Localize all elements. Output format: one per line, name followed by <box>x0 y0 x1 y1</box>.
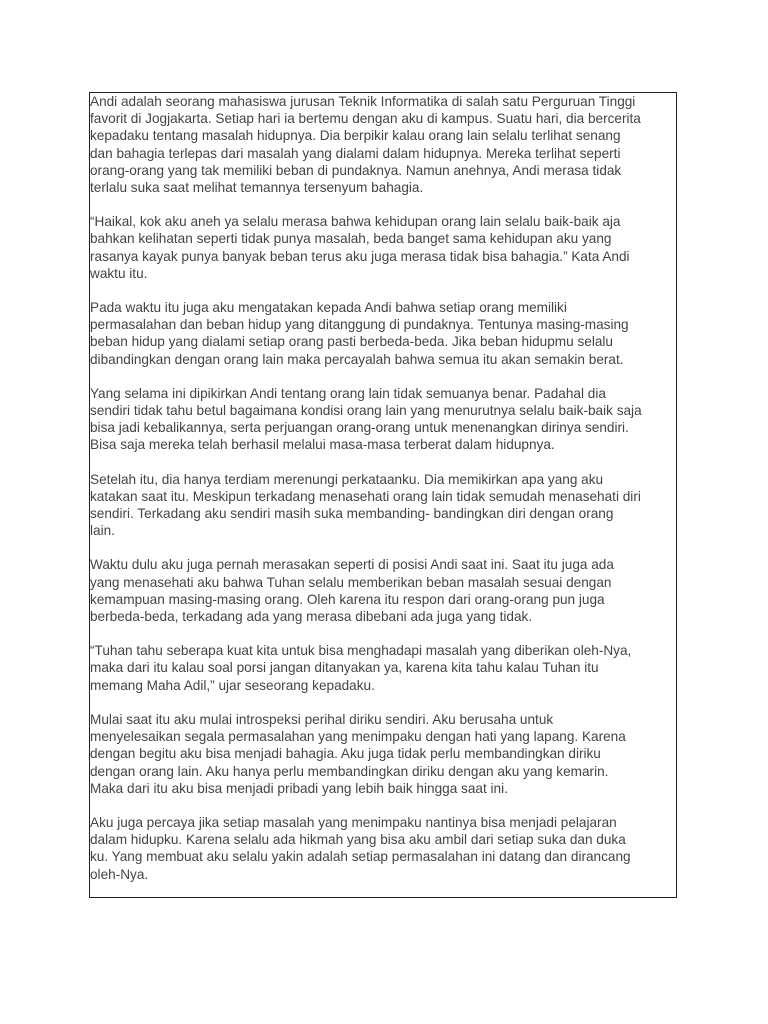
paragraph-2: “Haikal, kok aku aneh ya selalu merasa bahwa kehidupan orang lain selalu baik-baik aja bahkan kelihatan seperti tidak punya masalah, beda banget sama kehidupan aku yang rasanya kayak punya banyak beban terus aku juga merasa tidak bisa bahagia.” Kata Andi waktu itu. <box>90 214 630 281</box>
paragraph-4: Yang selama ini dipikirkan Andi tentang orang lain tidak semuanya benar. Padahal dia sendiri tidak tahu betul bagaimana kondisi orang lain yang menurutnya selalu baik-baik saja bisa jadi kebalikannya, serta perjuangan orang-orang untuk menenangkan dirinya sendiri. Bisa saja mereka telah berhasil melalui masa-masa terberat dalam hidupnya. <box>90 385 642 453</box>
text-frame <box>89 92 677 898</box>
paragraph-7: “Tuhan tahu seberapa kuat kita untuk bisa menghadapi masalah yang diberikan oleh-Nya, maka dari itu kalau soal porsi jangan ditanyakan ya, karena kita tahu kalau Tuhan itu memang Maha Adil,” ujar seseorang kepadaku. <box>90 643 632 693</box>
paragraph-5: Setelah itu, dia hanya terdiam merenungi perkataanku. Dia memikirkan apa yang aku katakan saat itu. Meskipun terkadang menasehati orang lain tidak semudah menasehati diri sendiri. Terkadang aku sendiri masih suka membanding- bandingkan diri dengan orang lain. <box>90 471 641 539</box>
paragraph-3: Pada waktu itu juga aku mengatakan kepada Andi bahwa setiap orang memiliki permasalahan dan beban hidup yang ditanggung di pundaknya. Tentunya masing-masing beban hidup yang dialami setiap orang pasti berbeda-beda. Jika beban hidupmu selalu dibandingkan dengan orang lain maka percayalah bahwa semua itu akan semakin berat. <box>90 300 629 367</box>
paragraph-8: Mulai saat itu aku mulai introspeksi perihal diriku sendiri. Aku berusaha untuk menyelesaikan segala permasalahan yang menimpaku dengan hati yang lapang. Karena dengan begitu aku bisa menjadi bahagia. Aku juga tidak perlu membandingkan diriku dengan orang lain. Aku hanya perlu membandingkan diriku dengan aku yang kemarin. Maka dari itu aku bisa menjadi pribadi yang lebih baik hingga saat ini. <box>90 711 626 796</box>
paragraph-9: Aku juga percaya jika setiap masalah yang menimpaku nantinya bisa menjadi pelajaran dalam hidupku. Karena selalu ada hikmah yang bisa aku ambil dari setiap suka dan duka ku. Yang membuat aku selalu yakin adalah setiap permasalahan ini datang dan dirancang oleh-Nya. <box>90 814 631 882</box>
paragraph-1: Andi adalah seorang mahasiswa jurusan Teknik Informatika di salah satu Perguruan Tinggi favorit di Jogjakarta. Setiap hari ia bertemu dengan aku di kampus. Suatu hari, dia bercerita kepadaku tentang masalah hidupnya. Dia berpikir kalau orang lain selalu terlihat senang dan bahagia terlepas dari masalah yang dialami dalam hidupnya. Mereka terlihat seperti orang-orang yang tak memiliki beban di pundaknya. Namun anehnya, Andi merasa tidak terlalu suka saat melihat temannya tersenyum bahagia. <box>90 94 641 196</box>
paragraph-6: Waktu dulu aku juga pernah merasakan seperti di posisi Andi saat ini. Saat itu juga ada yang menasehati aku bahwa Tuhan selalu memberikan beban masalah sesuai dengan kemampuan masing-masing orang. Oleh karena itu respon dari orang-orang pun juga berbeda-beda, terkadang ada yang merasa dibebani ada juga yang tidak. <box>90 557 614 625</box>
